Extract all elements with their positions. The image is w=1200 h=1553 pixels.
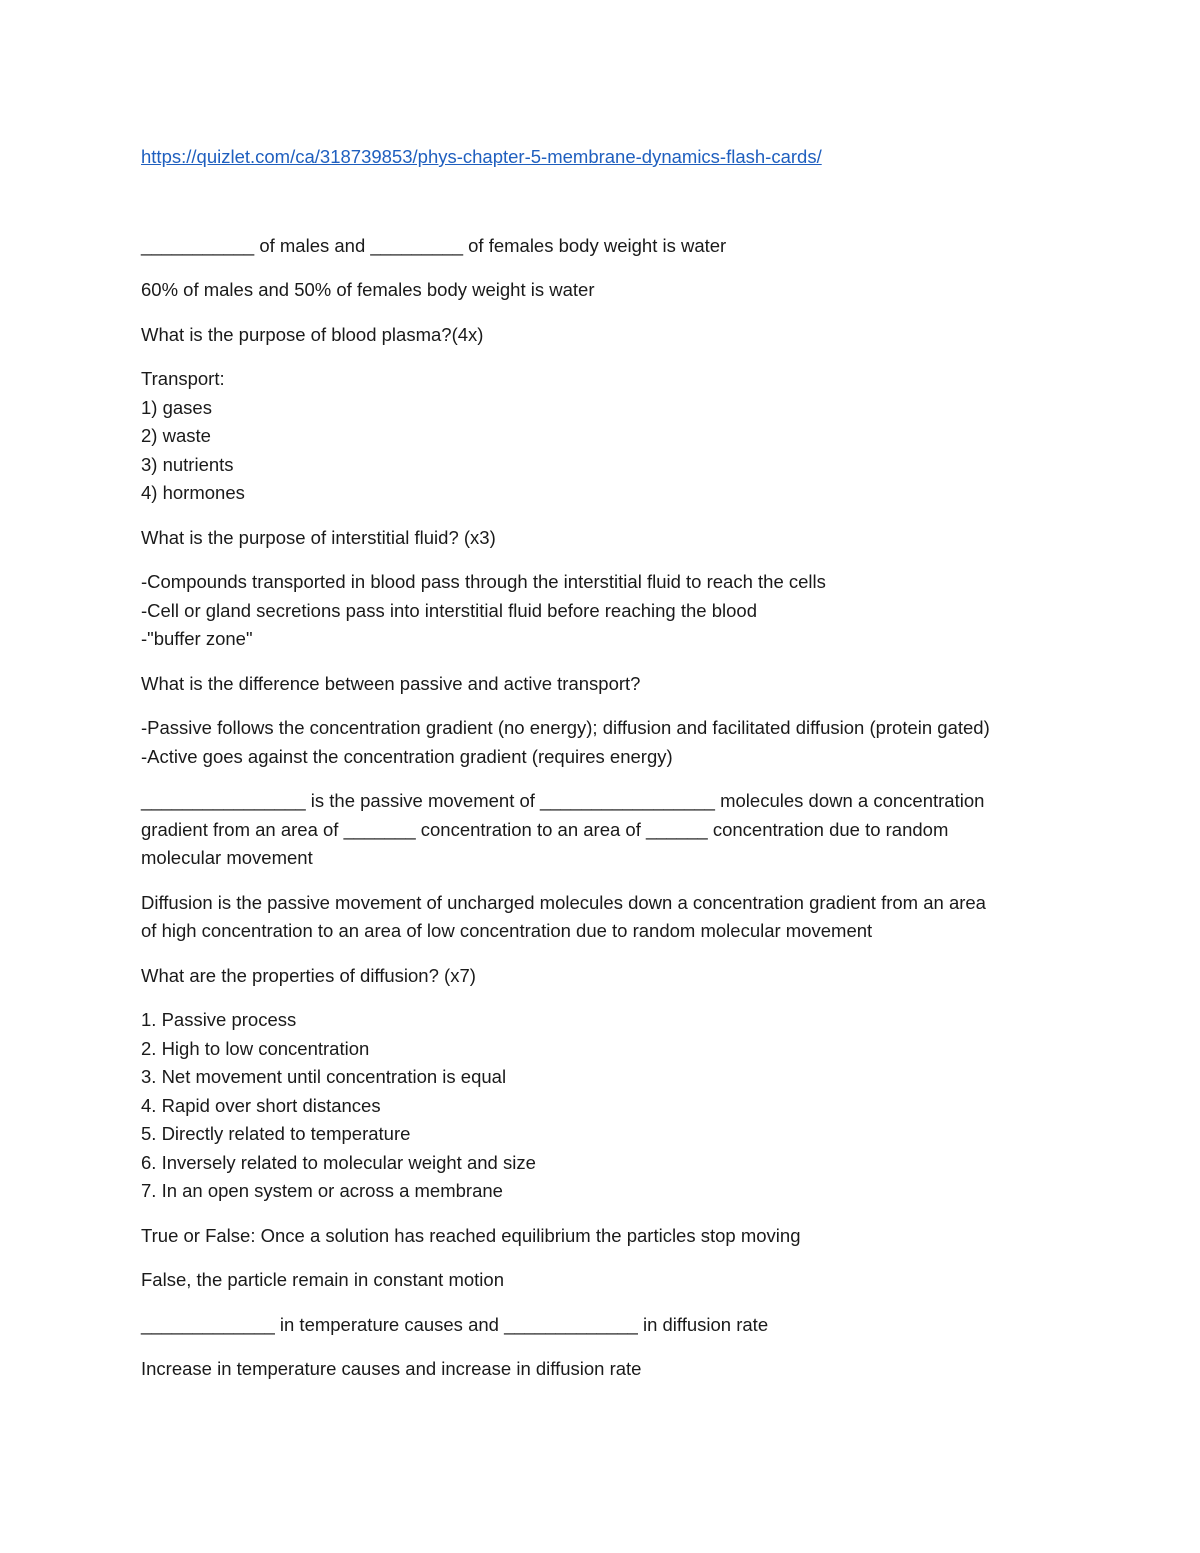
question-passive-active: What is the difference between passive and active transport? [141, 672, 641, 694]
text-line: Diffusion is the passive movement of uncharged molecules down a concentration gradient from an area [141, 891, 986, 913]
text-line: of high concentration to an area of low concentration due to random molecular movement [141, 920, 873, 941]
list-item: 4. Rapid over short distances [141, 1094, 381, 1116]
list-item: 6. Inversely related to molecular weight and size [141, 1151, 536, 1173]
question-equilibrium: True or False: Once a solution has reached equilibrium the particles stop moving [141, 1224, 801, 1246]
answer-heading: Transport: [141, 368, 225, 389]
document-page [141, 143, 1081, 1384]
question-diffusion-definition [141, 787, 1081, 873]
list-item: 2) waste [141, 425, 211, 446]
text-line: gradient from an area of _______ concentration to an area of ______ concentration due to random [141, 818, 949, 840]
list-item: 2. High to low concentration [141, 1037, 370, 1059]
list-item: 1) gases [141, 396, 212, 418]
list-item: 1. Passive process [141, 1009, 297, 1030]
list-item: -Active goes against the concentration gradient (requires energy) [141, 745, 673, 767]
answer-passive-active [141, 714, 1081, 771]
list-item: -Passive follows the concentration gradient (no energy); diffusion and facilitated diffusion (protein gated) [141, 717, 990, 738]
answer-diffusion-properties [141, 1006, 1081, 1206]
list-item: 3. Net movement until concentration is equal [141, 1066, 507, 1087]
answer-body-water: 60% of males and 50% of females body weight is water [141, 279, 595, 300]
quizlet-link[interactable]: https://quizlet.com/ca/318739853/phys-chapter-5-membrane-dynamics-flash-cards/ [141, 146, 822, 167]
answer-equilibrium: False, the particle remain in constant motion [141, 1269, 504, 1290]
list-item: 3) nutrients [141, 453, 234, 475]
list-item: 5. Directly related to temperature [141, 1123, 411, 1144]
answer-temperature: Increase in temperature causes and increase in diffusion rate [141, 1358, 642, 1379]
answer-blood-plasma [141, 365, 1081, 508]
question-body-water: ___________ of males and _________ of females body weight is water [141, 234, 727, 256]
list-item: -Compounds transported in blood pass through the interstitial fluid to reach the cells [141, 571, 826, 592]
question-diffusion-properties: What are the properties of diffusion? (x7) [141, 964, 476, 986]
question-temperature: _____________ in temperature causes and _____________ in diffusion rate [141, 1313, 769, 1335]
text-line: ________________ is the passive movement of _________________ molecules down a concentration [141, 790, 985, 811]
list-item: 4) hormones [141, 482, 245, 503]
question-interstitial-fluid: What is the purpose of interstitial fluid? (x3) [141, 526, 496, 548]
list-item: -"buffer zone" [141, 628, 253, 649]
answer-interstitial-fluid [141, 568, 1081, 654]
answer-diffusion-definition [141, 889, 1081, 946]
question-blood-plasma: What is the purpose of blood plasma?(4x) [141, 323, 484, 345]
list-item: -Cell or gland secretions pass into interstitial fluid before reaching the blood [141, 599, 757, 621]
text-line: molecular movement [141, 847, 313, 868]
list-item: 7. In an open system or across a membrane [141, 1180, 503, 1201]
